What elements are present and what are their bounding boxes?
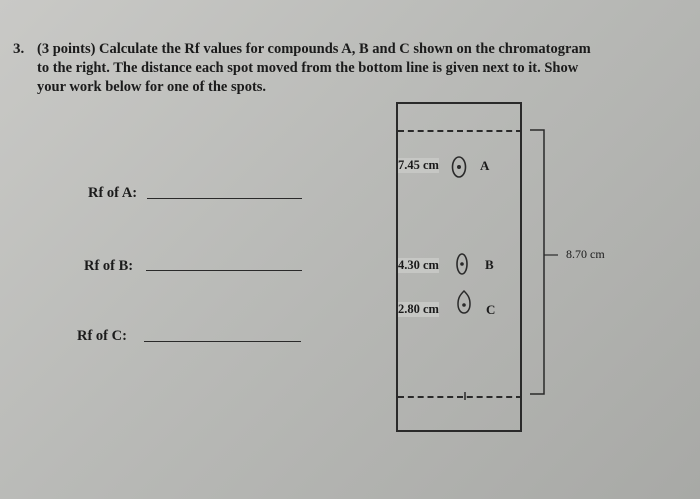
spot-c-letter: C [486, 302, 496, 317]
total-distance-label: 8.70 cm [566, 247, 605, 261]
spot-c-icon [455, 289, 473, 315]
rf-a-answer-line[interactable] [147, 198, 302, 199]
rf-c-answer-line[interactable] [144, 341, 301, 342]
spot-b-distance: 4.30 cm [398, 258, 439, 272]
spot-c-distance: 2.80 cm [398, 302, 439, 316]
question-line-3: your work below for one of the spots. [37, 79, 267, 95]
origin-mark-icon [460, 391, 470, 401]
spot-a-icon [450, 155, 468, 179]
rf-b-answer-line[interactable] [146, 270, 302, 271]
question-line-1: (3 points) Calculate the Rf values for compounds A, B and C shown on the chromatogram [37, 41, 591, 57]
question-number: 3. [13, 41, 25, 57]
question-text [37, 40, 657, 97]
spot-a-distance: 7.45 cm [398, 158, 439, 172]
rf-c-label: Rf of C: [77, 328, 127, 344]
rf-a-label: Rf of A: [88, 185, 138, 201]
spot-b-icon [454, 252, 470, 276]
spot-a-letter: A [480, 158, 490, 173]
solvent-front-line [398, 130, 522, 132]
spot-b-letter: B [485, 257, 494, 272]
distance-bracket [530, 128, 560, 398]
rf-b-label: Rf of B: [84, 258, 134, 274]
question-line-2: to the right. The distance each spot moved from the bottom line is given next to it. Show [37, 60, 579, 76]
